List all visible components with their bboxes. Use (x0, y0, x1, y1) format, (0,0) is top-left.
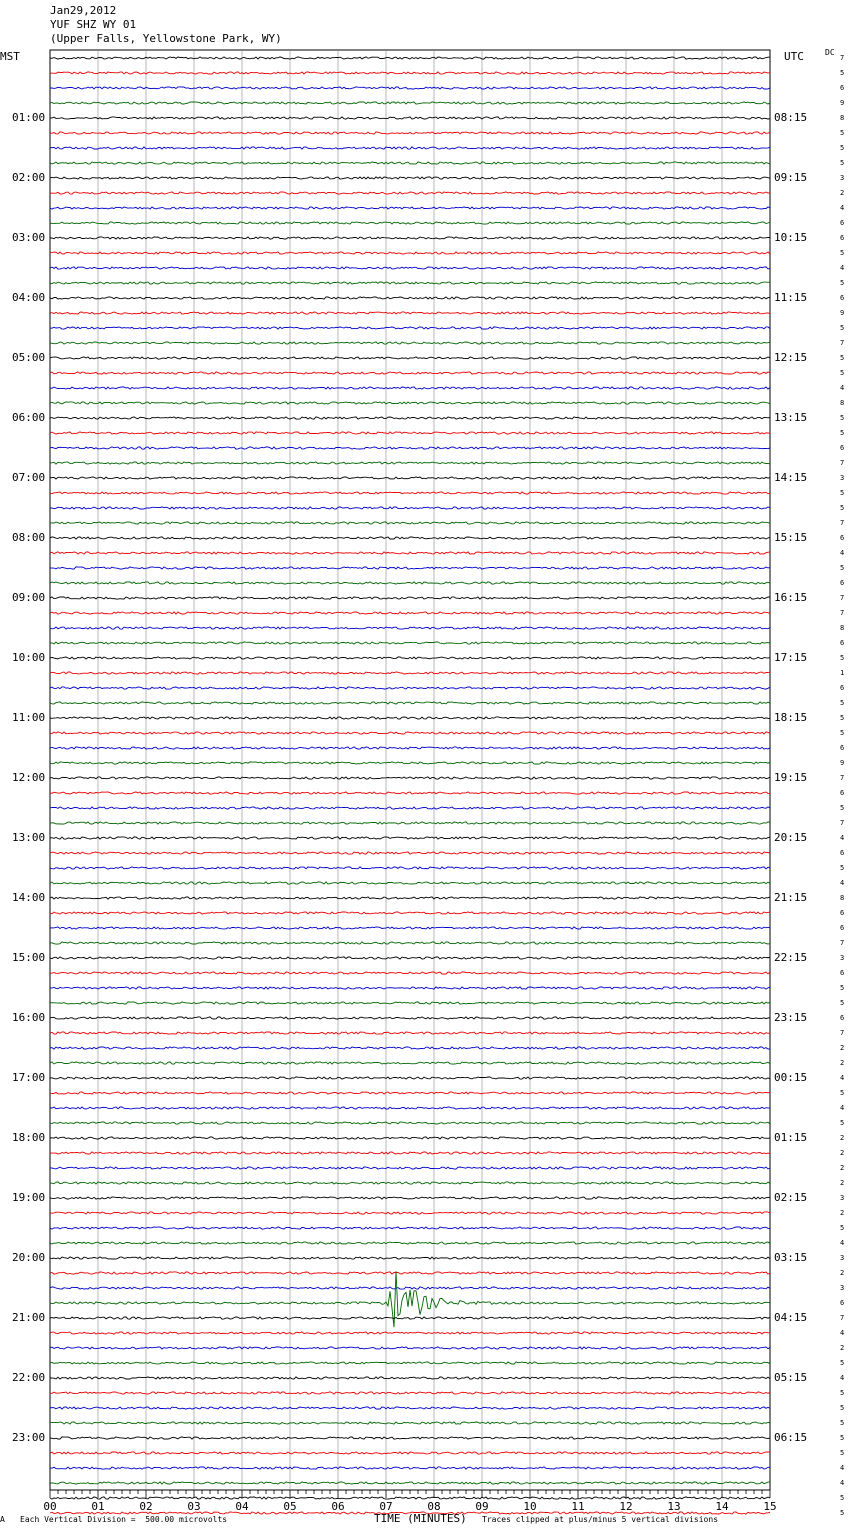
trace-88 (50, 1377, 770, 1379)
dc-offset-label: 6 (840, 909, 845, 917)
trace-9 (50, 192, 770, 194)
trace-7 (50, 162, 770, 164)
dc-offset-label: 3 (840, 1254, 845, 1262)
trace-29 (50, 492, 770, 494)
dc-offset-label: 4 (840, 549, 845, 557)
mst-label: MST (0, 50, 20, 63)
left-hour-label: 01:00 (12, 111, 46, 124)
dc-offset-label: 5 (840, 429, 845, 437)
dc-offset-label: 2 (840, 1269, 845, 1277)
trace-16 (50, 297, 770, 299)
left-hour-label: 02:00 (12, 171, 46, 184)
dc-offset-label: 5 (840, 699, 845, 707)
right-hour-label: 18:15 (774, 711, 808, 724)
trace-78 (50, 1227, 770, 1229)
trace-28 (50, 477, 770, 479)
trace-1 (50, 72, 770, 74)
dc-offset-label: 5 (840, 129, 845, 137)
dc-offset-label: 3 (840, 1284, 845, 1292)
dc-offset-label: 6 (840, 84, 845, 92)
trace-8 (50, 177, 770, 179)
dc-offset-label: 5 (840, 1389, 845, 1397)
trace-49 (50, 792, 770, 794)
trace-21 (50, 372, 770, 374)
dc-label: DC (825, 48, 835, 57)
dc-offset-label: 5 (840, 1434, 845, 1442)
dc-offset-label: 2 (840, 1149, 845, 1157)
dc-offset-label: 4 (840, 879, 845, 887)
trace-51 (50, 822, 770, 824)
right-hour-label: 12:15 (774, 351, 808, 364)
trace-70 (50, 1107, 770, 1109)
dc-offset-label: 5 (840, 729, 845, 737)
trace-17 (50, 312, 770, 314)
dc-offset-label: 4 (840, 1464, 845, 1472)
trace-69 (50, 1092, 770, 1094)
trace-55 (50, 882, 770, 884)
dc-offset-label: 6 (840, 969, 845, 977)
dc-offset-label: 2 (840, 1179, 845, 1187)
trace-6 (50, 147, 770, 149)
right-hour-label: 01:15 (774, 1131, 808, 1144)
dc-offset-label: 5 (840, 1404, 845, 1412)
dc-offset-label: 6 (840, 639, 845, 647)
left-hour-label: 09:00 (12, 591, 46, 604)
dc-offset-label: 7 (840, 1314, 845, 1322)
trace-45 (50, 732, 770, 734)
right-hour-label: 05:15 (774, 1371, 808, 1384)
right-hour-label: 19:15 (774, 771, 808, 784)
dc-offset-label: 4 (840, 264, 845, 272)
dc-offset-label: 5 (840, 414, 845, 422)
left-hour-label: 03:00 (12, 231, 46, 244)
left-hour-label: 22:00 (12, 1371, 46, 1384)
dc-offset-label: 4 (840, 1239, 845, 1247)
plot-frame (50, 50, 770, 1490)
dc-offset-label: 4 (840, 834, 845, 842)
dc-offset-label: 2 (840, 1209, 845, 1217)
trace-34 (50, 567, 770, 569)
trace-82 (50, 1287, 770, 1289)
scale-note: Each Vertical Division = 500.00 microvolts (20, 1515, 228, 1524)
right-hour-label: 16:15 (774, 591, 808, 604)
dc-offset-label: 5 (840, 1359, 845, 1367)
dc-offset-label: 7 (840, 939, 845, 947)
right-hour-label: 09:15 (774, 171, 808, 184)
trace-22 (50, 387, 770, 389)
dc-offset-label: 5 (840, 1494, 845, 1502)
x-tick-label: 01 (91, 1500, 105, 1513)
trace-40 (50, 657, 770, 659)
trace-42 (50, 687, 770, 689)
trace-23 (50, 402, 770, 404)
dc-offset-label: 3 (840, 954, 845, 962)
x-axis-label: TIME (MINUTES) (374, 1512, 467, 1525)
x-tick-label: 06 (331, 1500, 345, 1513)
corner-mark: A (0, 1515, 5, 1524)
dc-offset-label: 4 (840, 1374, 845, 1382)
right-hour-label: 13:15 (774, 411, 808, 424)
trace-35 (50, 582, 770, 584)
trace-2 (50, 87, 770, 89)
dc-offset-label: 6 (840, 744, 845, 752)
trace-18 (50, 327, 770, 329)
x-tick-label: 09 (475, 1500, 489, 1513)
trace-90 (50, 1407, 770, 1409)
left-hour-label: 19:00 (12, 1191, 46, 1204)
dc-offset-label: 5 (840, 249, 845, 257)
dc-offset-label: 6 (840, 294, 845, 302)
trace-43 (50, 702, 770, 704)
dc-offset-label: 5 (840, 504, 845, 512)
trace-0 (50, 57, 770, 59)
trace-46 (50, 747, 770, 749)
dc-offset-label: 6 (840, 444, 845, 452)
dc-offset-label: 6 (840, 234, 845, 242)
dc-offset-label: 5 (840, 324, 845, 332)
dc-offset-label: 5 (840, 999, 845, 1007)
x-tick-label: 12 (619, 1500, 633, 1513)
dc-offset-label: 5 (840, 564, 845, 572)
trace-89 (50, 1392, 770, 1394)
chart-date: Jan29,2012 (50, 4, 117, 17)
trace-44 (50, 717, 770, 719)
chart-location: (Upper Falls, Yellowstone Park, WY) (50, 32, 282, 45)
trace-64 (50, 1017, 770, 1019)
trace-75 (50, 1182, 770, 1184)
trace-50 (50, 807, 770, 809)
right-hour-label: 10:15 (774, 231, 808, 244)
trace-71 (50, 1122, 770, 1124)
dc-offset-label: 6 (840, 1014, 845, 1022)
dc-offset-label: 5 (840, 714, 845, 722)
dc-offset-label: 7 (840, 609, 845, 617)
right-hour-label: 02:15 (774, 1191, 808, 1204)
left-hour-label: 23:00 (12, 1431, 46, 1444)
dc-offset-label: 3 (840, 174, 845, 182)
trace-79 (50, 1242, 770, 1244)
dc-offset-label: 6 (840, 534, 845, 542)
left-hour-label: 07:00 (12, 471, 46, 484)
trace-15 (50, 282, 770, 284)
trace-25 (50, 432, 770, 434)
dc-offset-label: 7 (840, 774, 845, 782)
dc-offset-label: 2 (840, 1134, 845, 1142)
dc-offset-label: 4 (840, 1479, 845, 1487)
trace-93 (50, 1452, 770, 1454)
left-hour-label: 21:00 (12, 1311, 46, 1324)
dc-offset-label: 5 (840, 984, 845, 992)
dc-offset-label: 9 (840, 309, 845, 317)
dc-offset-label: 8 (840, 624, 845, 632)
dc-offset-label: 5 (840, 279, 845, 287)
left-hour-label: 18:00 (12, 1131, 46, 1144)
left-hour-label: 06:00 (12, 411, 46, 424)
x-tick-label: 07 (379, 1500, 393, 1513)
trace-56 (50, 897, 770, 899)
x-tick-label: 00 (43, 1500, 57, 1513)
trace-33 (50, 552, 770, 554)
right-hour-label: 03:15 (774, 1251, 808, 1264)
dc-offset-label: 5 (840, 1449, 845, 1457)
right-hour-label: 14:15 (774, 471, 808, 484)
trace-85 (50, 1332, 770, 1334)
trace-20 (50, 357, 770, 359)
dc-offset-label: 9 (840, 99, 845, 107)
trace-47 (50, 762, 770, 764)
dc-offset-label: 3 (840, 474, 845, 482)
utc-label: UTC (784, 50, 804, 63)
trace-52 (50, 837, 770, 839)
trace-59 (50, 942, 770, 944)
dc-offset-label: 2 (840, 1344, 845, 1352)
dc-offset-label: 5 (840, 1419, 845, 1427)
dc-offset-label: 5 (840, 144, 845, 152)
trace-63 (50, 1002, 770, 1004)
right-hour-label: 21:15 (774, 891, 808, 904)
trace-27 (50, 462, 770, 464)
dc-offset-label: 2 (840, 189, 845, 197)
trace-24 (50, 417, 770, 419)
dc-offset-label: 5 (840, 69, 845, 77)
dc-offset-label: 7 (840, 519, 845, 527)
right-hour-label: 17:15 (774, 651, 808, 664)
trace-68 (50, 1077, 770, 1079)
dc-offset-label: 7 (840, 819, 845, 827)
dc-offset-label: 5 (840, 804, 845, 812)
trace-60 (50, 957, 770, 959)
x-tick-label: 10 (523, 1500, 537, 1513)
trace-62 (50, 987, 770, 989)
dc-offset-label: 8 (840, 114, 845, 122)
dc-offset-label: 5 (840, 159, 845, 167)
x-tick-label: 04 (235, 1500, 249, 1513)
left-hour-label: 04:00 (12, 291, 46, 304)
dc-offset-label: 5 (840, 1119, 845, 1127)
right-hour-label: 08:15 (774, 111, 808, 124)
dc-offset-label: 5 (840, 654, 845, 662)
x-tick-label: 11 (571, 1500, 585, 1513)
dc-offset-label: 2 (840, 1059, 845, 1067)
trace-72 (50, 1137, 770, 1139)
trace-38 (50, 627, 770, 629)
right-hour-label: 06:15 (774, 1431, 808, 1444)
left-hour-label: 13:00 (12, 831, 46, 844)
trace-84 (50, 1317, 770, 1319)
x-tick-label: 08 (427, 1500, 441, 1513)
dc-offset-label: 4 (840, 384, 845, 392)
trace-94 (50, 1467, 770, 1469)
dc-offset-label: 1 (840, 669, 845, 677)
trace-48 (50, 777, 770, 779)
dc-offset-label: 6 (840, 849, 845, 857)
x-tick-label: 15 (763, 1500, 777, 1513)
dc-offset-label: 8 (840, 399, 845, 407)
dc-offset-label: 6 (840, 789, 845, 797)
trace-76 (50, 1197, 770, 1199)
dc-offset-label: 8 (840, 894, 845, 902)
right-hour-label: 11:15 (774, 291, 808, 304)
trace-91 (50, 1422, 770, 1424)
dc-offset-label: 4 (840, 1074, 845, 1082)
trace-81 (50, 1272, 770, 1274)
trace-13 (50, 252, 770, 254)
right-hour-label: 20:15 (774, 831, 808, 844)
left-hour-label: 20:00 (12, 1251, 46, 1264)
dc-offset-label: 6 (840, 219, 845, 227)
x-tick-label: 13 (667, 1500, 681, 1513)
dc-offset-label: 5 (840, 369, 845, 377)
trace-96 (50, 1497, 770, 1499)
dc-offset-label: 9 (840, 759, 845, 767)
left-hour-label: 12:00 (12, 771, 46, 784)
dc-offset-label: 6 (840, 579, 845, 587)
trace-86 (50, 1347, 770, 1349)
right-hour-label: 00:15 (774, 1071, 808, 1084)
right-hour-label: 22:15 (774, 951, 808, 964)
trace-58 (50, 927, 770, 929)
trace-92 (50, 1437, 770, 1439)
trace-26 (50, 447, 770, 449)
trace-95 (50, 1482, 770, 1484)
x-tick-label: 02 (139, 1500, 153, 1513)
dc-offset-label: 5 (840, 864, 845, 872)
dc-offset-label: 2 (840, 1044, 845, 1052)
trace-19 (50, 342, 770, 344)
left-hour-label: 15:00 (12, 951, 46, 964)
left-hour-label: 08:00 (12, 531, 46, 544)
dc-offset-label: 7 (840, 459, 845, 467)
left-hour-label: 17:00 (12, 1071, 46, 1084)
dc-offset-label: 6 (840, 684, 845, 692)
trace-65 (50, 1032, 770, 1034)
trace-37 (50, 612, 770, 614)
trace-31 (50, 522, 770, 524)
dc-offset-label: 3 (840, 1194, 845, 1202)
dc-offset-label: 5 (840, 1089, 845, 1097)
dc-offset-label: 5 (840, 1224, 845, 1232)
x-tick-label: 03 (187, 1500, 201, 1513)
dc-offset-label: 7 (840, 594, 845, 602)
trace-11 (50, 222, 770, 224)
trace-66 (50, 1047, 770, 1049)
trace-77 (50, 1212, 770, 1214)
dc-offset-label: 7 (840, 54, 845, 62)
dc-offset-label: 5 (840, 489, 845, 497)
trace-61 (50, 972, 770, 974)
dc-offset-label: 5 (840, 1509, 845, 1517)
dc-offset-label: 2 (840, 1164, 845, 1172)
dc-offset-label: 4 (840, 1104, 845, 1112)
trace-32 (50, 537, 770, 539)
trace-4 (50, 117, 770, 119)
trace-80 (50, 1257, 770, 1259)
trace-53 (50, 852, 770, 854)
trace-5 (50, 132, 770, 134)
trace-57 (50, 912, 770, 914)
left-hour-label: 10:00 (12, 651, 46, 664)
trace-30 (50, 507, 770, 509)
left-hour-label: 05:00 (12, 351, 46, 364)
trace-36 (50, 597, 770, 599)
x-tick-label: 14 (715, 1500, 729, 1513)
trace-54 (50, 867, 770, 869)
right-hour-label: 23:15 (774, 1011, 808, 1024)
trace-10 (50, 207, 770, 209)
x-tick-label: 05 (283, 1500, 297, 1513)
dc-offset-label: 5 (840, 354, 845, 362)
trace-87 (50, 1362, 770, 1364)
left-hour-label: 14:00 (12, 891, 46, 904)
trace-14 (50, 267, 770, 269)
dc-offset-label: 4 (840, 1329, 845, 1337)
dc-offset-label: 4 (840, 204, 845, 212)
chart-station: YUF SHZ WY 01 (50, 18, 137, 31)
trace-3 (50, 102, 770, 104)
clip-note: Traces clipped at plus/minus 5 vertical divisions (482, 1515, 719, 1524)
trace-67 (50, 1062, 770, 1064)
trace-39 (50, 642, 770, 644)
trace-74 (50, 1167, 770, 1169)
left-hour-label: 11:00 (12, 711, 46, 724)
trace-12 (50, 237, 770, 239)
dc-offset-label: 6 (840, 1299, 845, 1307)
trace-73 (50, 1152, 770, 1154)
dc-offset-label: 6 (840, 924, 845, 932)
left-hour-label: 16:00 (12, 1011, 46, 1024)
right-hour-label: 04:15 (774, 1311, 808, 1324)
right-hour-label: 15:15 (774, 531, 808, 544)
trace-41 (50, 672, 770, 674)
dc-offset-label: 7 (840, 1029, 845, 1037)
dc-offset-label: 7 (840, 339, 845, 347)
